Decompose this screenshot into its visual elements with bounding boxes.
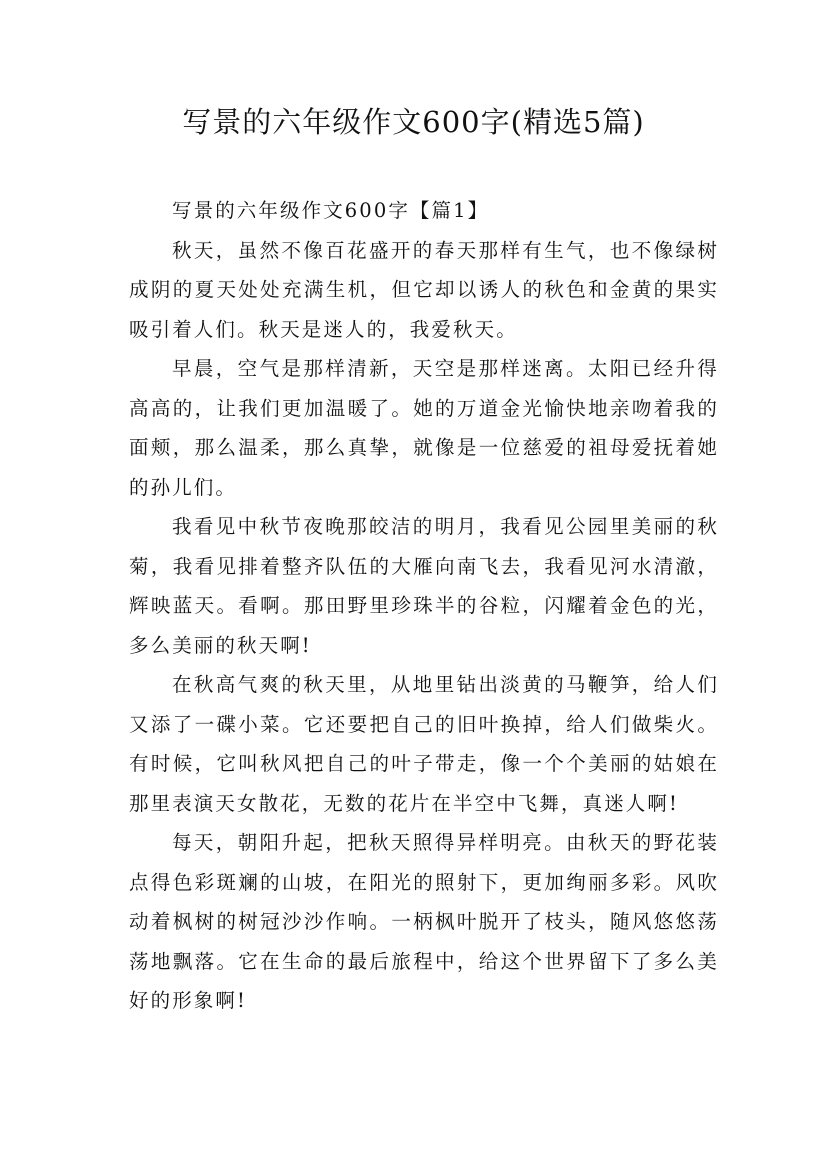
- paragraph-4: 在秋高气爽的秋天里，从地里钻出淡黄的马鞭笋，给人们又添了一碟小菜。它还要把自己的旧叶换掉，给人们做柴火。有时候，它叫秋风把自己的叶子带走，像一个个美丽的姑娘在那里表演天女散花，无数的花片在半空中飞舞，真迷人啊!: [129, 673, 719, 815]
- document-title: 写景的六年级作文600字(精选5篇): [182, 105, 645, 139]
- document-body: [129, 191, 719, 1021]
- paragraph-1: 秋天，虽然不像百花盛开的春天那样有生气，也不像绿树成阴的夏天处处充满生机，但它却以诱人的秋色和金黄的果实吸引着人们。秋天是迷人的，我爱秋天。: [129, 238, 719, 341]
- paragraph-3: 我看见中秋节夜晚那皎洁的明月，我看见公园里美丽的秋菊，我看见排着整齐队伍的大雁向南飞去，我看见河水清澈，辉映蓝天。看啊。那田野里珍珠半的谷粒，闪耀着金色的光，多么美丽的秋天啊!: [129, 515, 719, 657]
- paragraph-5: 每天，朝阳升起，把秋天照得异样明亮。由秋天的野花装点得色彩斑斓的山坡，在阳光的照射下，更加绚丽多彩。风吹动着枫树的树冠沙沙作响。一柄枫叶脱开了枝头，随风悠悠荡荡地飘落。它在生命的最后旅程中，给这个世界留下了多么美好的形象啊!: [129, 831, 719, 1012]
- section-heading: 写景的六年级作文600字【篇1】: [172, 199, 490, 222]
- paragraph-2: 早晨，空气是那样清新，天空是那样迷离。太阳已经升得高高的，让我们更加温暖了。她的万道金光愉快地亲吻着我的面颊，那么温柔，那么真挚，就像是一位慈爱的祖母爱抚着她的孙儿们。: [129, 357, 719, 499]
